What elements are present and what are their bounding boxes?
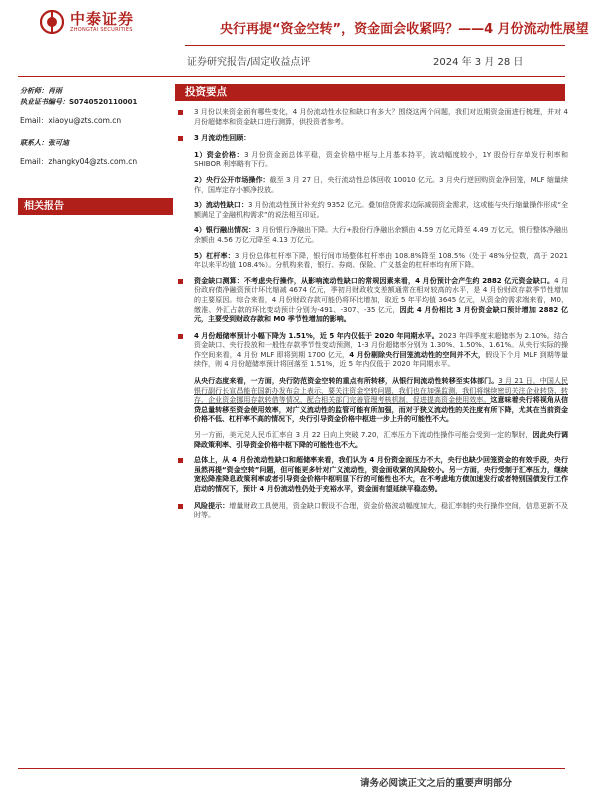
review-item-3 xyxy=(176,201,568,220)
analyst2-name: 张可迪 xyxy=(48,139,69,147)
logo-mark-icon xyxy=(40,10,64,34)
excess-reserve-text: 2023 年四季度末超储率为 2.10%。结合资金缺口、央行投放和一般性存款季节性变动预测，1-3 月份超储率分别为 1.30%、1.50%、1.61%。从央行实际的操作空间来看，4 月份 MLF 即将到期 1700 亿元， xyxy=(194,331,568,359)
fx-pressure-conclusion: 因此央行调降政策利率、引导资金价格中枢下降的可能性也不大。 xyxy=(194,431,569,449)
cert-number: S0740520110001 xyxy=(69,98,138,106)
analyst1-label: 分析师： xyxy=(20,87,48,95)
review-item-2 xyxy=(176,176,568,195)
paragraph-risk xyxy=(176,502,568,521)
paragraph-review-title xyxy=(176,134,568,144)
summary-text: 总体上，从 4 月份流动性缺口和超储率来看，我们认为 4 月份资金面压力不大，央行也缺少回笼资金的有效手段，央行虽然再提“资金空转”问题，但可能更多针对广义流动性，资金面收紧的风险较小。另一方面，央行受制于汇率压力，继续宽松降准降息政策利率或者引导资金价格中枢明显下行的可能性也不大，在不考虑地方债加速发行或者特别国债发行工作启动的情况下，预计 4 月份流动性仍处于充裕水平，资金面有望延续平稳态势。 xyxy=(194,456,568,493)
email2-label: Email： xyxy=(20,157,49,166)
review-item-4-label: 4）银行融出情况： xyxy=(194,226,256,235)
excess-reserve-lead: 4 月份超储率预计小幅下降为 1.51%，近 5 年内仅低于 2020 年同期水平。 xyxy=(194,331,439,340)
analyst2-label: 联系人： xyxy=(20,139,48,147)
review-item-5 xyxy=(176,252,568,271)
review-item-1-text: 3 月份资金面总体平稳，资金价格中枢与上月基本持平，波动幅度较小，1Y 股份行存单发行利率和 SHIBOR 利率略有下行。 xyxy=(194,150,568,169)
email1-value[interactable]: xiaoyu@zts.com.cn xyxy=(48,116,122,125)
paragraph-summary xyxy=(176,456,568,494)
bullet-icon xyxy=(178,504,183,509)
report-header xyxy=(0,0,600,80)
pboc-attitude-text: 3 月 21 日，中国人民银行副行长宣昌能在国新办发布会上表示，要关注资金空转问题，我们也在加强监测，我们将继续密切关注企业转贷、转存，企业资金挪用存款转借等情况，配合相关部门完善管理考核机制，促进提高资金使用效率。 xyxy=(194,377,569,405)
paragraph-excess-reserve xyxy=(176,332,568,370)
report-title: 央行再提“资金空转”，资金面会收紧吗？——4 月份流动性展望 xyxy=(220,22,589,37)
email1-label: Email： xyxy=(20,116,49,125)
excess-reserve-text-2: 假设下个月 MLF 到期等量续作，则 4 月份超储率预计将回落至 1.51%，近 5 年内仅低于 2020 年同期水平。 xyxy=(194,350,569,369)
header-divider-2 xyxy=(18,76,565,77)
review-item-1 xyxy=(176,151,568,170)
pboc-attitude-conclusion: 这意味着央行将视角从信贷总量转移至资金使用效率，对广义流动性的监管可能有所加强，而对于狭义流动性的关注度有所下降，尤其在当前资金价格不低、杠杆率不高的情况下，央行引导资金价格中枢进一步上升的可能性不大。 xyxy=(194,396,568,424)
footer-disclaimer: 请务必阅读正文之后的重要声明部分 xyxy=(360,778,513,789)
report-date: 2024 年 3 月 28 日 xyxy=(433,57,524,68)
bullet-icon xyxy=(178,458,183,463)
logo-en: ZHONGTAI SECURITIES xyxy=(70,26,133,33)
risk-label: 风险提示： xyxy=(194,501,230,510)
analyst-1 xyxy=(20,86,170,108)
logo-cn: 中泰证券 xyxy=(70,9,135,28)
bullet-icon xyxy=(178,110,183,115)
review-item-4 xyxy=(176,226,568,245)
bullet-icon xyxy=(178,334,183,339)
report-type: 证券研究报告/固定收益点评 xyxy=(187,57,311,68)
company-logo xyxy=(40,10,134,34)
email2-value[interactable]: zhangky04@zts.com.cn xyxy=(48,157,138,166)
cert-label: 执业证书编号： xyxy=(20,98,69,106)
review-item-1-label: 1）资金价格： xyxy=(194,150,245,159)
review-item-4-text: 3 月份银行净融出下降。大行+股份行净融出余额由 4.59 万亿元降至 4.49 万亿元，银行整体净融出余额由 4.56 万亿元降至 4.13 万亿元。 xyxy=(194,226,568,244)
excess-reserve-bold: 4 月份剔除央行回笼流动性的空间并不大， xyxy=(349,350,486,359)
footer-divider xyxy=(18,768,565,769)
paragraph-fx-pressure xyxy=(176,431,568,450)
intro-text: 3 月份以来资金面有哪些变化，4 月份流动性水位和缺口有多大？围绕这两个问题，我们对近期资金面进行梳理，并对 4 月份超储率和资金缺口进行测算，供投资者参考。 xyxy=(194,108,568,126)
review-title: 3 月流动性回顾： xyxy=(194,134,251,143)
bullet-icon xyxy=(178,136,183,141)
related-reports-header: 相关报告 xyxy=(18,198,173,215)
pboc-attitude-lead: 从央行态度来看，一方面，央行防范资金空转的重点有所转移，从银行间流动性转移至实体部门。 xyxy=(194,377,499,386)
gap-calc-text: 4 月份政府债净融资预计环比缩减 4674 亿元，季初月财政收支差额通常在相对较高的水平，是 4 月份财政存款季节性增加的主要原因。综合来看，4 月份财政存款可能仍将环比增加，取近 5 年平均值 3645 亿元，从资金的需求端来看，M0、缴准、外汇占款的环比变动预计分别为-491、-307、-35 亿元， xyxy=(194,276,568,314)
review-item-2-text: 截至 3 月 27 日，央行流动性总体回收 10010 亿元。3 月央行逆回购资金净回笼，MLF 缩量续作，国库定存小额净投放。 xyxy=(194,175,568,194)
analyst-2 xyxy=(20,138,170,149)
paragraph-intro xyxy=(176,108,568,127)
risk-text: 增量财政工具使用，资金缺口假设不合理，资金价格波动幅度加大，稳汇率制约央行操作空间，信息更新不及时等。 xyxy=(194,501,569,520)
header-divider xyxy=(185,45,565,46)
review-item-5-text: 3 月份总体杠杆率下降，银行间市场整体杠杆率由 108.8%降至 108.5%（处于 48%分位数，高于 2021 年以来平均值 108.4%）。分机构来看，银行、券商、保险、广义基金的杠杆率均有所下降。 xyxy=(194,251,568,270)
review-item-3-text: 3 月份流动性预计补充约 9352 亿元。叠加信贷需求边际减弱资金需求，这或能与央行缩量操作形成“全额满足了金融机构需求”的说法相互印证。 xyxy=(194,201,569,219)
section-title: 投资要点 xyxy=(175,84,565,101)
analyst-sidebar xyxy=(20,86,170,179)
analyst1-name: 肖雨 xyxy=(48,87,62,95)
review-item-2-label: 2）央行公开市场操作： xyxy=(194,175,270,184)
review-item-3-label: 3）流动性缺口： xyxy=(194,201,248,210)
bullet-icon xyxy=(178,279,183,284)
paragraph-gap-calc xyxy=(176,277,568,325)
gap-calc-conclusion: 因此 4 月份相比 3 月份资金缺口预计增加 2882 亿元，主要受到财政存款和 M0 季节性增加的影响。 xyxy=(194,305,568,324)
paragraph-pboc-attitude xyxy=(176,377,568,425)
analyst2-email[interactable] xyxy=(20,156,170,167)
analyst1-email[interactable] xyxy=(20,115,170,126)
review-item-5-label: 5）杠杆率： xyxy=(194,251,235,260)
gap-calc-lead: 资金缺口测算：不考虑央行操作，从影响流动性缺口的常规因素来看，4 月份预计会产生约 2882 亿元资金缺口。 xyxy=(194,276,555,285)
main-content xyxy=(176,108,568,528)
fx-pressure-text: 另一方面，美元兑人民币汇率自 3 月 22 日向上突破 7.20，汇率压力下流动性操作可能会受到一定的掣肘， xyxy=(194,431,533,440)
